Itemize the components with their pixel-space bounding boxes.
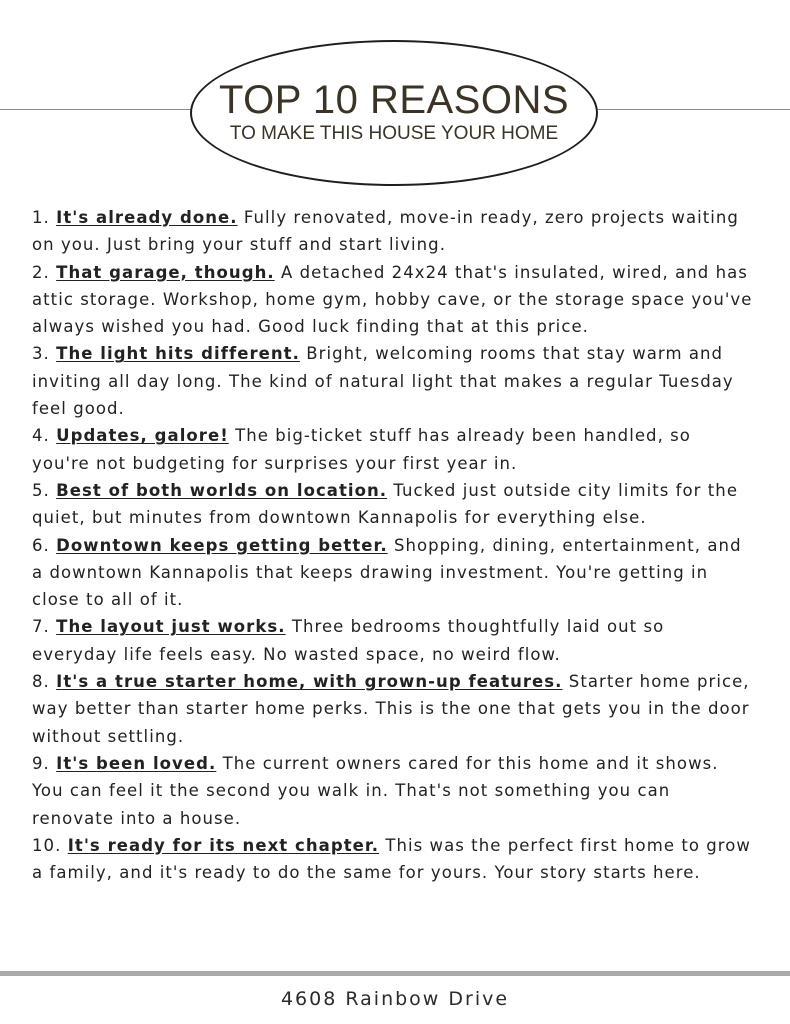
reason-title: Downtown keeps getting better. xyxy=(56,535,388,555)
reason-number: 10. xyxy=(32,835,62,855)
reason-item xyxy=(32,832,754,887)
reason-number: 2. xyxy=(32,262,50,282)
page-title: TOP 10 REASONS xyxy=(218,78,570,122)
page-header xyxy=(0,40,790,190)
reason-text: Tucked just outside city limits for the quiet, but minutes from downtown Kannapolis for everything else. xyxy=(32,480,739,528)
reason-item xyxy=(32,422,754,477)
reason-item xyxy=(32,204,754,259)
reasons-list xyxy=(32,204,754,886)
header-rule-left xyxy=(0,109,192,110)
reason-text: Three bedrooms thoughtfully laid out so everyday life feels easy. No wasted space, no weird flow. xyxy=(32,617,665,664)
header-rule-right xyxy=(598,109,790,110)
reason-title: Updates, galore! xyxy=(56,426,229,446)
reason-item xyxy=(32,340,754,422)
footer-divider xyxy=(0,971,790,976)
reason-number: 5. xyxy=(32,480,50,500)
reason-title: It's already done. xyxy=(56,208,238,227)
reason-number: 3. xyxy=(32,344,50,364)
reason-text: A detached 24x24 that's insulated, wired, and has attic storage. Workshop, home gym, hobby cave, or the storage space you've always wished you had. Good luck finding that at this price. xyxy=(32,262,753,337)
reason-number: 4. xyxy=(32,426,50,446)
page-subtitle: TO MAKE THIS HOUSE YOUR HOME xyxy=(229,123,559,144)
reason-title: That garage, though. xyxy=(56,262,275,282)
reason-item xyxy=(32,750,754,832)
reason-item xyxy=(32,668,754,750)
reason-text: The current owners cared for this home and it shows. You can feel it the second you walk in. That's not something you can renovate into a house. xyxy=(32,753,719,828)
reason-item xyxy=(32,613,754,668)
reason-title: The layout just works. xyxy=(56,617,286,637)
reason-title: It's been loved. xyxy=(56,753,217,773)
reason-number: 9. xyxy=(32,753,50,773)
reason-text: This was the perfect first home to grow a family, and it's ready to do the same for yours. Your story starts here. xyxy=(32,835,751,883)
reason-number: 1. xyxy=(32,208,50,227)
reason-item xyxy=(32,259,754,341)
reason-title: It's a true starter home, with grown-up features. xyxy=(56,672,563,692)
reason-number: 8. xyxy=(32,672,50,692)
reason-text: Bright, welcoming rooms that stay warm and inviting all day long. The kind of natural light that makes a regular Tuesday feel good. xyxy=(32,344,734,419)
reason-text: The big-ticket stuff has already been handled, so you're not budgeting for surprises your first year in. xyxy=(32,426,691,473)
reason-text: Shopping, dining, entertainment, and a downtown Kannapolis that keeps drawing investment. You're getting in close to all of it. xyxy=(32,535,742,610)
reason-item xyxy=(32,477,754,532)
footer-address: 4608 Rainbow Drive xyxy=(280,988,510,1010)
reason-number: 6. xyxy=(32,535,50,555)
reason-title: Best of both worlds on location. xyxy=(56,480,388,500)
reason-number: 7. xyxy=(32,617,50,637)
reason-title: The light hits different. xyxy=(56,344,300,364)
reason-text: Fully renovated, move-in ready, zero projects waiting on you. Just bring your stuff and start living. xyxy=(32,208,739,255)
reason-item xyxy=(32,532,754,614)
reason-title: It's ready for its next chapter. xyxy=(67,835,380,855)
reason-text: Starter home price, way better than starter home perks. This is the one that gets you in the door without settling. xyxy=(32,672,750,746)
